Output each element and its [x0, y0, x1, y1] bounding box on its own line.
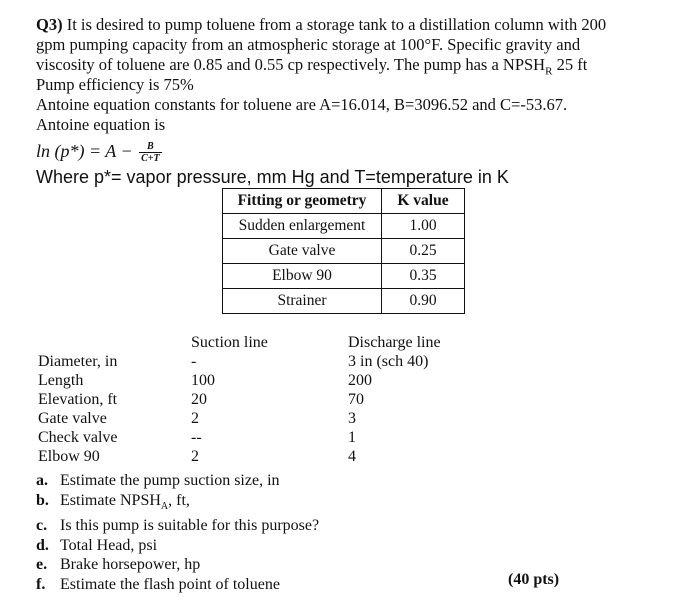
list-item: [36, 555, 319, 575]
equation-lhs: ln (p*) = A −: [36, 141, 133, 161]
npsh-r-value: 25 ft: [552, 55, 588, 74]
label-diameter: Diameter, in: [38, 353, 118, 370]
equation-fraction: [139, 141, 161, 164]
label-elevation: Elevation, ft: [38, 391, 118, 408]
task-label: f.: [36, 575, 46, 593]
list-item: [36, 516, 319, 536]
question-line-3-text: viscosity of toluene are 0.85 and 0.55 cp respectively. The pump has a NPSH: [36, 55, 546, 74]
discharge-values: [348, 352, 428, 466]
suction-diameter: -: [191, 353, 197, 370]
list-item: [36, 575, 319, 595]
table-row: [223, 239, 465, 264]
task-text: Estimate the pump suction size, in: [60, 472, 280, 489]
discharge-elevation: 70: [348, 391, 364, 408]
list-item: [36, 471, 319, 491]
table-row: [223, 214, 465, 239]
table-row: [223, 264, 465, 289]
list-item: [36, 491, 319, 517]
discharge-check-valve: 1: [348, 429, 356, 446]
k-table-value: 0.35: [382, 264, 465, 289]
label-elbow: Elbow 90: [38, 448, 100, 465]
discharge-line-header: Discharge line: [348, 334, 441, 351]
antoine-equation: [36, 140, 162, 164]
question-line-6: Antoine equation is: [36, 115, 166, 134]
task-label: a.: [36, 472, 48, 489]
k-table-fitting: Gate valve: [223, 239, 382, 264]
k-table-fitting: Strainer: [223, 289, 382, 314]
list-item: [36, 536, 319, 556]
discharge-gate-valve: 3: [348, 410, 356, 427]
k-table-value: 1.00: [382, 214, 465, 239]
suction-gate-valve: 2: [191, 410, 199, 427]
k-table-fitting: Sudden enlargement: [223, 214, 382, 239]
npsh-a-subscript: A: [160, 500, 169, 512]
k-table-value: 0.90: [382, 289, 465, 314]
discharge-elbow: 4: [348, 448, 356, 465]
suction-elbow: 2: [191, 448, 199, 465]
k-value-table: [222, 188, 465, 314]
npsh-r-subscript: R: [545, 65, 553, 78]
k-table-header-k: K value: [382, 189, 465, 214]
task-text: Estimate the flash point of toluene: [60, 575, 280, 593]
task-text-tail: , ft,: [168, 491, 190, 509]
label-check-valve: Check valve: [38, 429, 118, 446]
task-label: b.: [36, 491, 49, 509]
where-line: Where p*= vapor pressure, mm Hg and T=temperature in K: [36, 167, 509, 187]
task-text: Total Head, psi: [60, 536, 158, 554]
points-label: (40 pts): [508, 571, 560, 588]
table-row: [223, 289, 465, 314]
equation-denominator: C+T: [141, 153, 160, 165]
question-label: Q3): [36, 15, 63, 34]
line-labels: [38, 352, 118, 466]
label-gate-valve: Gate valve: [38, 410, 107, 427]
question-line-1-text: It is desired to pump toluene from a storage tank to a distillation column with 200: [62, 15, 607, 34]
discharge-length: 200: [348, 372, 372, 389]
k-table-value: 0.25: [382, 239, 465, 264]
label-length: Length: [38, 372, 84, 389]
task-label: d.: [36, 536, 49, 554]
task-label: c.: [36, 517, 48, 535]
task-text: Brake horsepower, hp: [60, 556, 201, 574]
suction-line-header: Suction line: [191, 334, 268, 351]
k-table-header-fitting: Fitting or geometry: [223, 189, 382, 214]
task-text: Estimate NPSH: [60, 491, 161, 509]
question-line-1: [36, 15, 606, 34]
k-table-fitting: Elbow 90: [223, 264, 382, 289]
suction-check-valve: --: [191, 429, 202, 446]
task-list: [36, 471, 319, 594]
task-text: Is this pump is suitable for this purpose?: [60, 517, 320, 535]
k-table-header-row: [223, 189, 465, 214]
question-line-5: Antoine equation constants for toluene are A=16.014, B=3096.52 and C=-53.67.: [36, 95, 568, 114]
task-label: e.: [36, 556, 48, 574]
question-line-4: Pump efficiency is 75%: [36, 75, 194, 94]
discharge-diameter: 3 in (sch 40): [348, 353, 429, 370]
equation-numerator: B: [139, 141, 161, 153]
suction-values: [191, 352, 215, 466]
suction-elevation: 20: [191, 391, 207, 408]
suction-length: 100: [191, 372, 215, 389]
question-line-2: gpm pumping capacity from an atmospheric storage at 100°F. Specific gravity and: [36, 35, 581, 54]
